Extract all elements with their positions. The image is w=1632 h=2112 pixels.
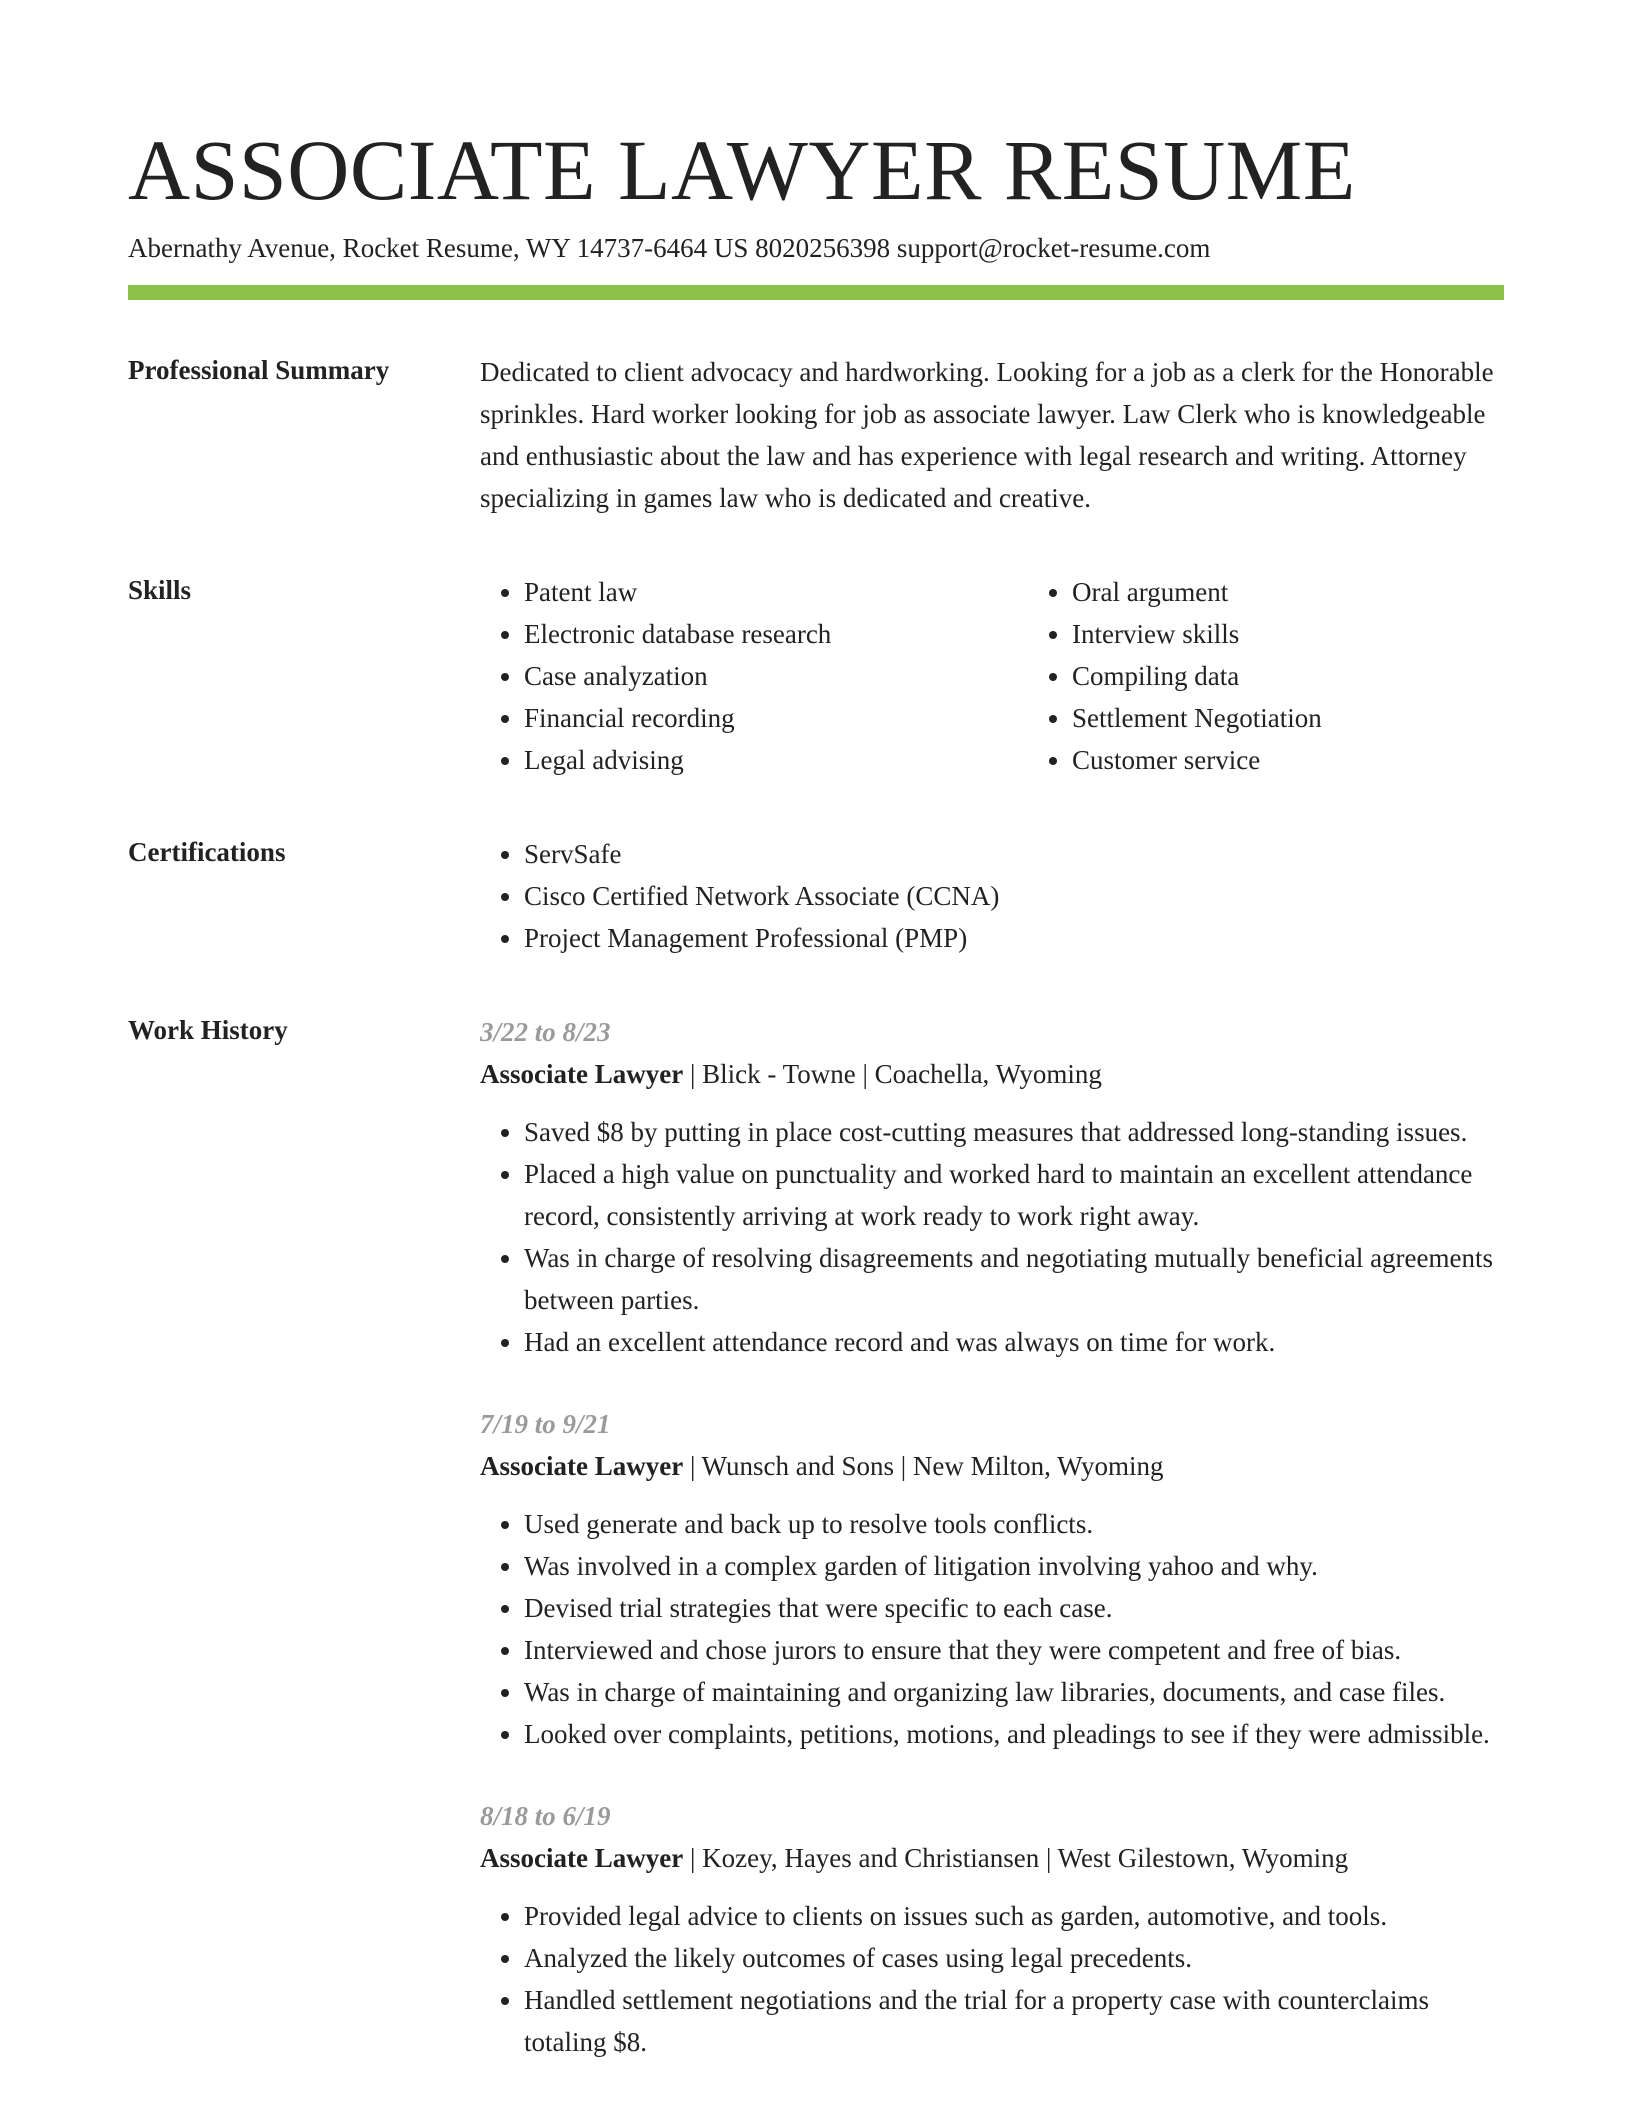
job-separator: | [683,1451,702,1481]
job-heading [480,1053,1504,1095]
summary-label: Professional Summary [128,355,390,385]
job-bullet: • Devised trial strategies that were specific to each case. [524,1587,1504,1629]
job-bullet: • Was in charge of resolving disagreements and negotiating mutually beneficial agreements between parties. [524,1237,1504,1321]
accent-divider [128,285,1504,300]
certification-item: • ServSafe [524,833,1504,875]
job-role: Associate Lawyer [480,1843,684,1873]
job-bullet: • Interviewed and chose jurors to ensure that they were competent and free of bias. [524,1629,1504,1671]
skill-item: • Electronic database research [524,613,1028,655]
skill-item: • Settlement Negotiation [1072,697,1576,739]
job-role: Associate Lawyer [480,1451,684,1481]
skill-item: • Compiling data [1072,655,1576,697]
job-details: Blick - Towne | Coachella, Wyoming [702,1059,1102,1089]
job-dates: 7/19 to 9/21 [480,1409,611,1439]
certification-item: • Cisco Certified Network Associate (CCNA) [524,875,1504,917]
job-bullet: • Analyzed the likely outcomes of cases using legal precedents. [524,1937,1504,1979]
job-heading [480,1837,1504,1879]
skills-section [128,571,1504,781]
summary-section [128,351,1504,519]
job-bullet: • Handled settlement negotiations and the trial for a property case with counterclaims totaling $8. [524,1979,1504,2063]
job-separator: | [683,1843,703,1873]
resume-title: ASSOCIATE LAWYER RESUME [128,122,1356,218]
skill-item: • Legal advising [524,739,1028,781]
job-bullet: • Looked over complaints, petitions, motions, and pleadings to see if they were admissible. [524,1713,1504,1755]
certifications-list [480,833,1504,959]
certifications-label: Certifications [128,837,286,867]
job-bullet: • Was involved in a complex garden of litigation involving yahoo and why. [524,1545,1504,1587]
certification-item: • Project Management Professional (PMP) [524,917,1504,959]
skill-item: • Case analyzation [524,655,1028,697]
contact-line: Abernathy Avenue, Rocket Resume, WY 14737-6464 US 8020256398 support@rocket-resume.com [128,233,1211,263]
skill-item: • Customer service [1072,739,1576,781]
summary-text: Dedicated to client advocacy and hardworking. Looking for a job as a clerk for the Honorable sprinkles. Hard worker looking for job as associate lawyer. Law Clerk who is knowledgeable and enthusiastic about the law and has experience with legal research and writing. Attorney specializing in games law who is dedicated and creative. [480,357,1494,513]
skill-item: • Oral argument [1072,571,1576,613]
job-bullet: • Used generate and back up to resolve tools conflicts. [524,1503,1504,1545]
job-entry [480,1011,1504,1363]
skill-item: • Interview skills [1072,613,1576,655]
skills-label: Skills [128,575,192,605]
work-history-label: Work History [128,1015,288,1045]
skill-item: • Patent law [524,571,1028,613]
job-details: Wunsch and Sons | New Milton, Wyoming [701,1451,1164,1481]
job-heading [480,1445,1504,1487]
job-bullet: • Had an excellent attendance record and was always on time for work. [524,1321,1504,1363]
job-entry [480,1403,1504,1755]
job-entry [480,1795,1504,2063]
job-bullet: • Was in charge of maintaining and organizing law libraries, documents, and case files. [524,1671,1504,1713]
job-bullet: • Provided legal advice to clients on issues such as garden, automotive, and tools. [524,1895,1504,1937]
job-bullets [480,1895,1504,2063]
job-separator: | [683,1059,703,1089]
job-bullet: • Placed a high value on punctuality and worked hard to maintain an excellent attendance record, consistently arriving at work ready to work right away. [524,1153,1504,1237]
job-bullet: • Saved $8 by putting in place cost-cutting measures that addressed long-standing issues. [524,1111,1504,1153]
job-details: Kozey, Hayes and Christiansen | West Gilestown, Wyoming [702,1843,1349,1873]
job-bullets [480,1503,1504,1755]
skill-item: • Financial recording [524,697,1028,739]
job-dates: 3/22 to 8/23 [480,1017,611,1047]
skills-list-right [1028,571,1576,781]
job-bullets [480,1111,1504,1363]
job-role: Associate Lawyer [480,1059,684,1089]
job-dates: 8/18 to 6/19 [480,1801,611,1831]
work-history-section [128,1011,1504,2063]
skills-list-left [480,571,1028,781]
certifications-section [128,833,1504,959]
resume-page [128,118,1504,2063]
